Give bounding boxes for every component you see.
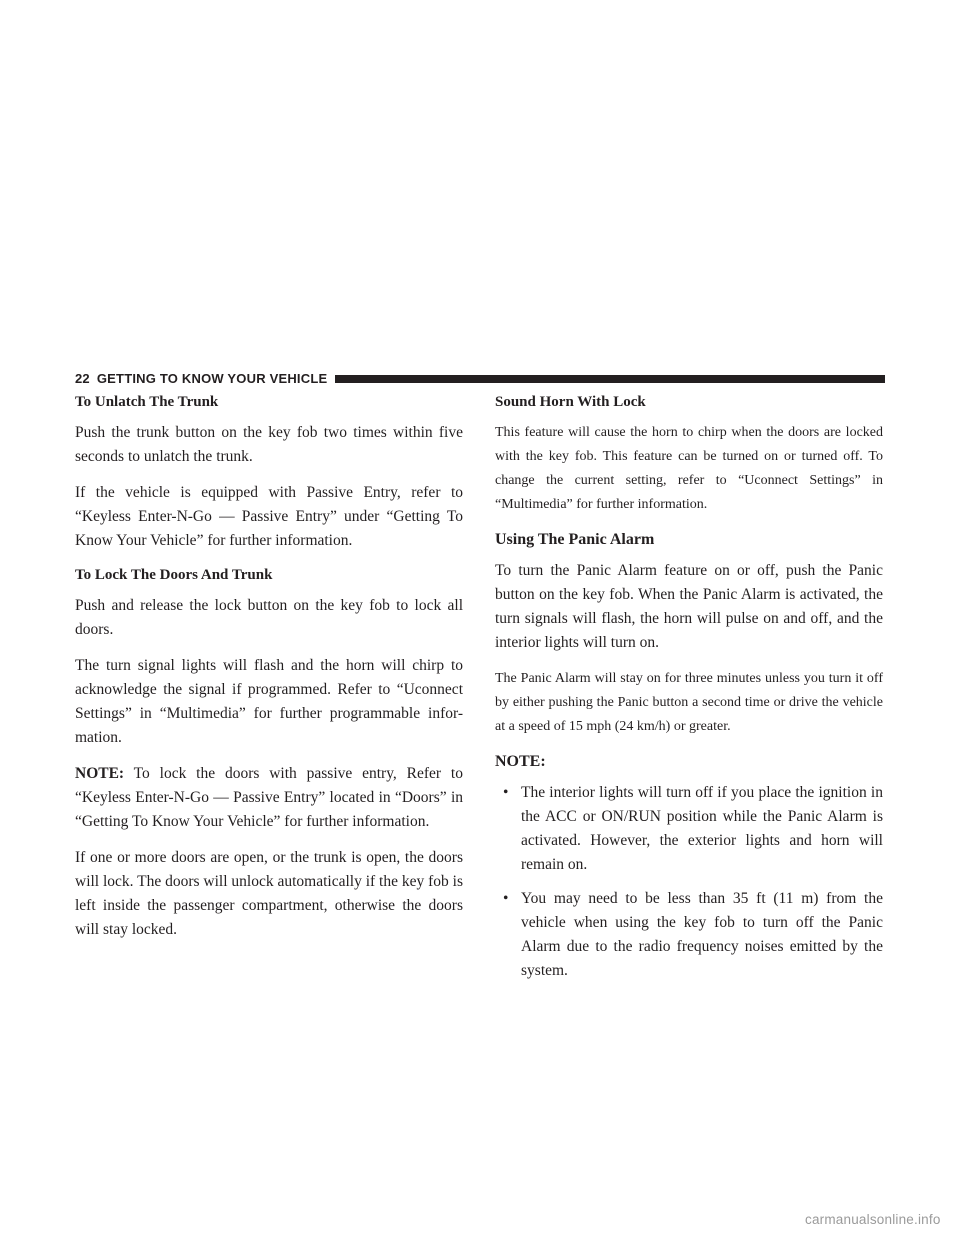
bullet-marker: • [503, 784, 509, 801]
list-item [495, 887, 883, 983]
sound-horn-heading: Sound Horn With Lock [495, 394, 646, 410]
panic-paragraph-2: The Panic Alarm will stay on for three minutes unless you turn it off by either pushing the Panic button a second time or drive the vehicle at a speed of 15 mph (24 km/h) or greater. [495, 671, 883, 734]
unlatch-paragraph-2: If the vehicle is equipped with Passive Entry, refer to “Keyless Enter-N-Go — Passive Entry” under “Getting To Know Your Vehicle” for further information. [75, 484, 463, 549]
section-title: GETTING TO KNOW YOUR VEHICLE [96, 370, 328, 386]
panic-note-list [495, 781, 883, 983]
list-item [495, 781, 883, 877]
watermark: carmanualsonline.info [805, 1212, 941, 1227]
panic-note-label: NOTE: [495, 753, 546, 770]
list-item-text: You may need to be less than 35 ft (11 m) from the vehicle when using the key fob to turn off the Panic Alarm due to the radio frequency noises emitted by the system. [521, 890, 883, 979]
list-item-text: The interior lights will turn off if you place the ignition in the ACC or ON/RUN position while the Panic Alarm is activated. However, the exterior lights and horn will remain on. [521, 784, 883, 873]
sound-horn-paragraph: This feature will cause the horn to chirp when the doors are locked with the key fob. This feature can be turned on or turned off. To change the current setting, refer to “Uconnect Settings” in “Multimedia” for further information. [495, 425, 883, 512]
header-rule [335, 375, 885, 383]
lock-paragraph-1: Push and release the lock button on the key fob to lock all doors. [75, 597, 463, 638]
unlatch-trunk-heading: To Unlatch The Trunk [75, 394, 219, 410]
lock-paragraph-3: If one or more doors are open, or the trunk is open, the doors will lock. The doors will unlock automatically if the key fob is left inside the passenger compartment, otherwise the doors will stay locked. [75, 849, 463, 938]
left-column [75, 392, 463, 954]
right-column [495, 392, 883, 993]
unlatch-paragraph-1: Push the trunk button on the key fob two times within five seconds to unlatch the trunk. [75, 424, 463, 465]
panic-alarm-heading: Using The Panic Alarm [495, 531, 655, 548]
note-text: To lock the doors with passive entry, Refer to “Keyless Enter-N-Go — Passive Entry” located in “Doors” in “Getting To Know Your Vehicle” for further information. [75, 765, 463, 830]
bullet-marker: • [503, 890, 509, 907]
page-header [75, 369, 885, 387]
note-label: NOTE: [75, 765, 125, 782]
lock-doors-heading: To Lock The Doors And Trunk [75, 567, 273, 583]
lock-note [75, 762, 463, 834]
panic-paragraph-1: To turn the Panic Alarm feature on or off, push the Panic button on the key fob. When the Panic Alarm is activated, the turn signals will flash, the horn will pulse on and off, and the interior lights will turn on. [495, 562, 883, 651]
lock-paragraph-2: The turn signal lights will flash and the horn will chirp to acknowledge the signal if programmed. Refer to “Uconnect Settings” in “Multimedia” for further programmable infor-mation. [75, 657, 463, 746]
page-number: 22 [75, 370, 90, 386]
